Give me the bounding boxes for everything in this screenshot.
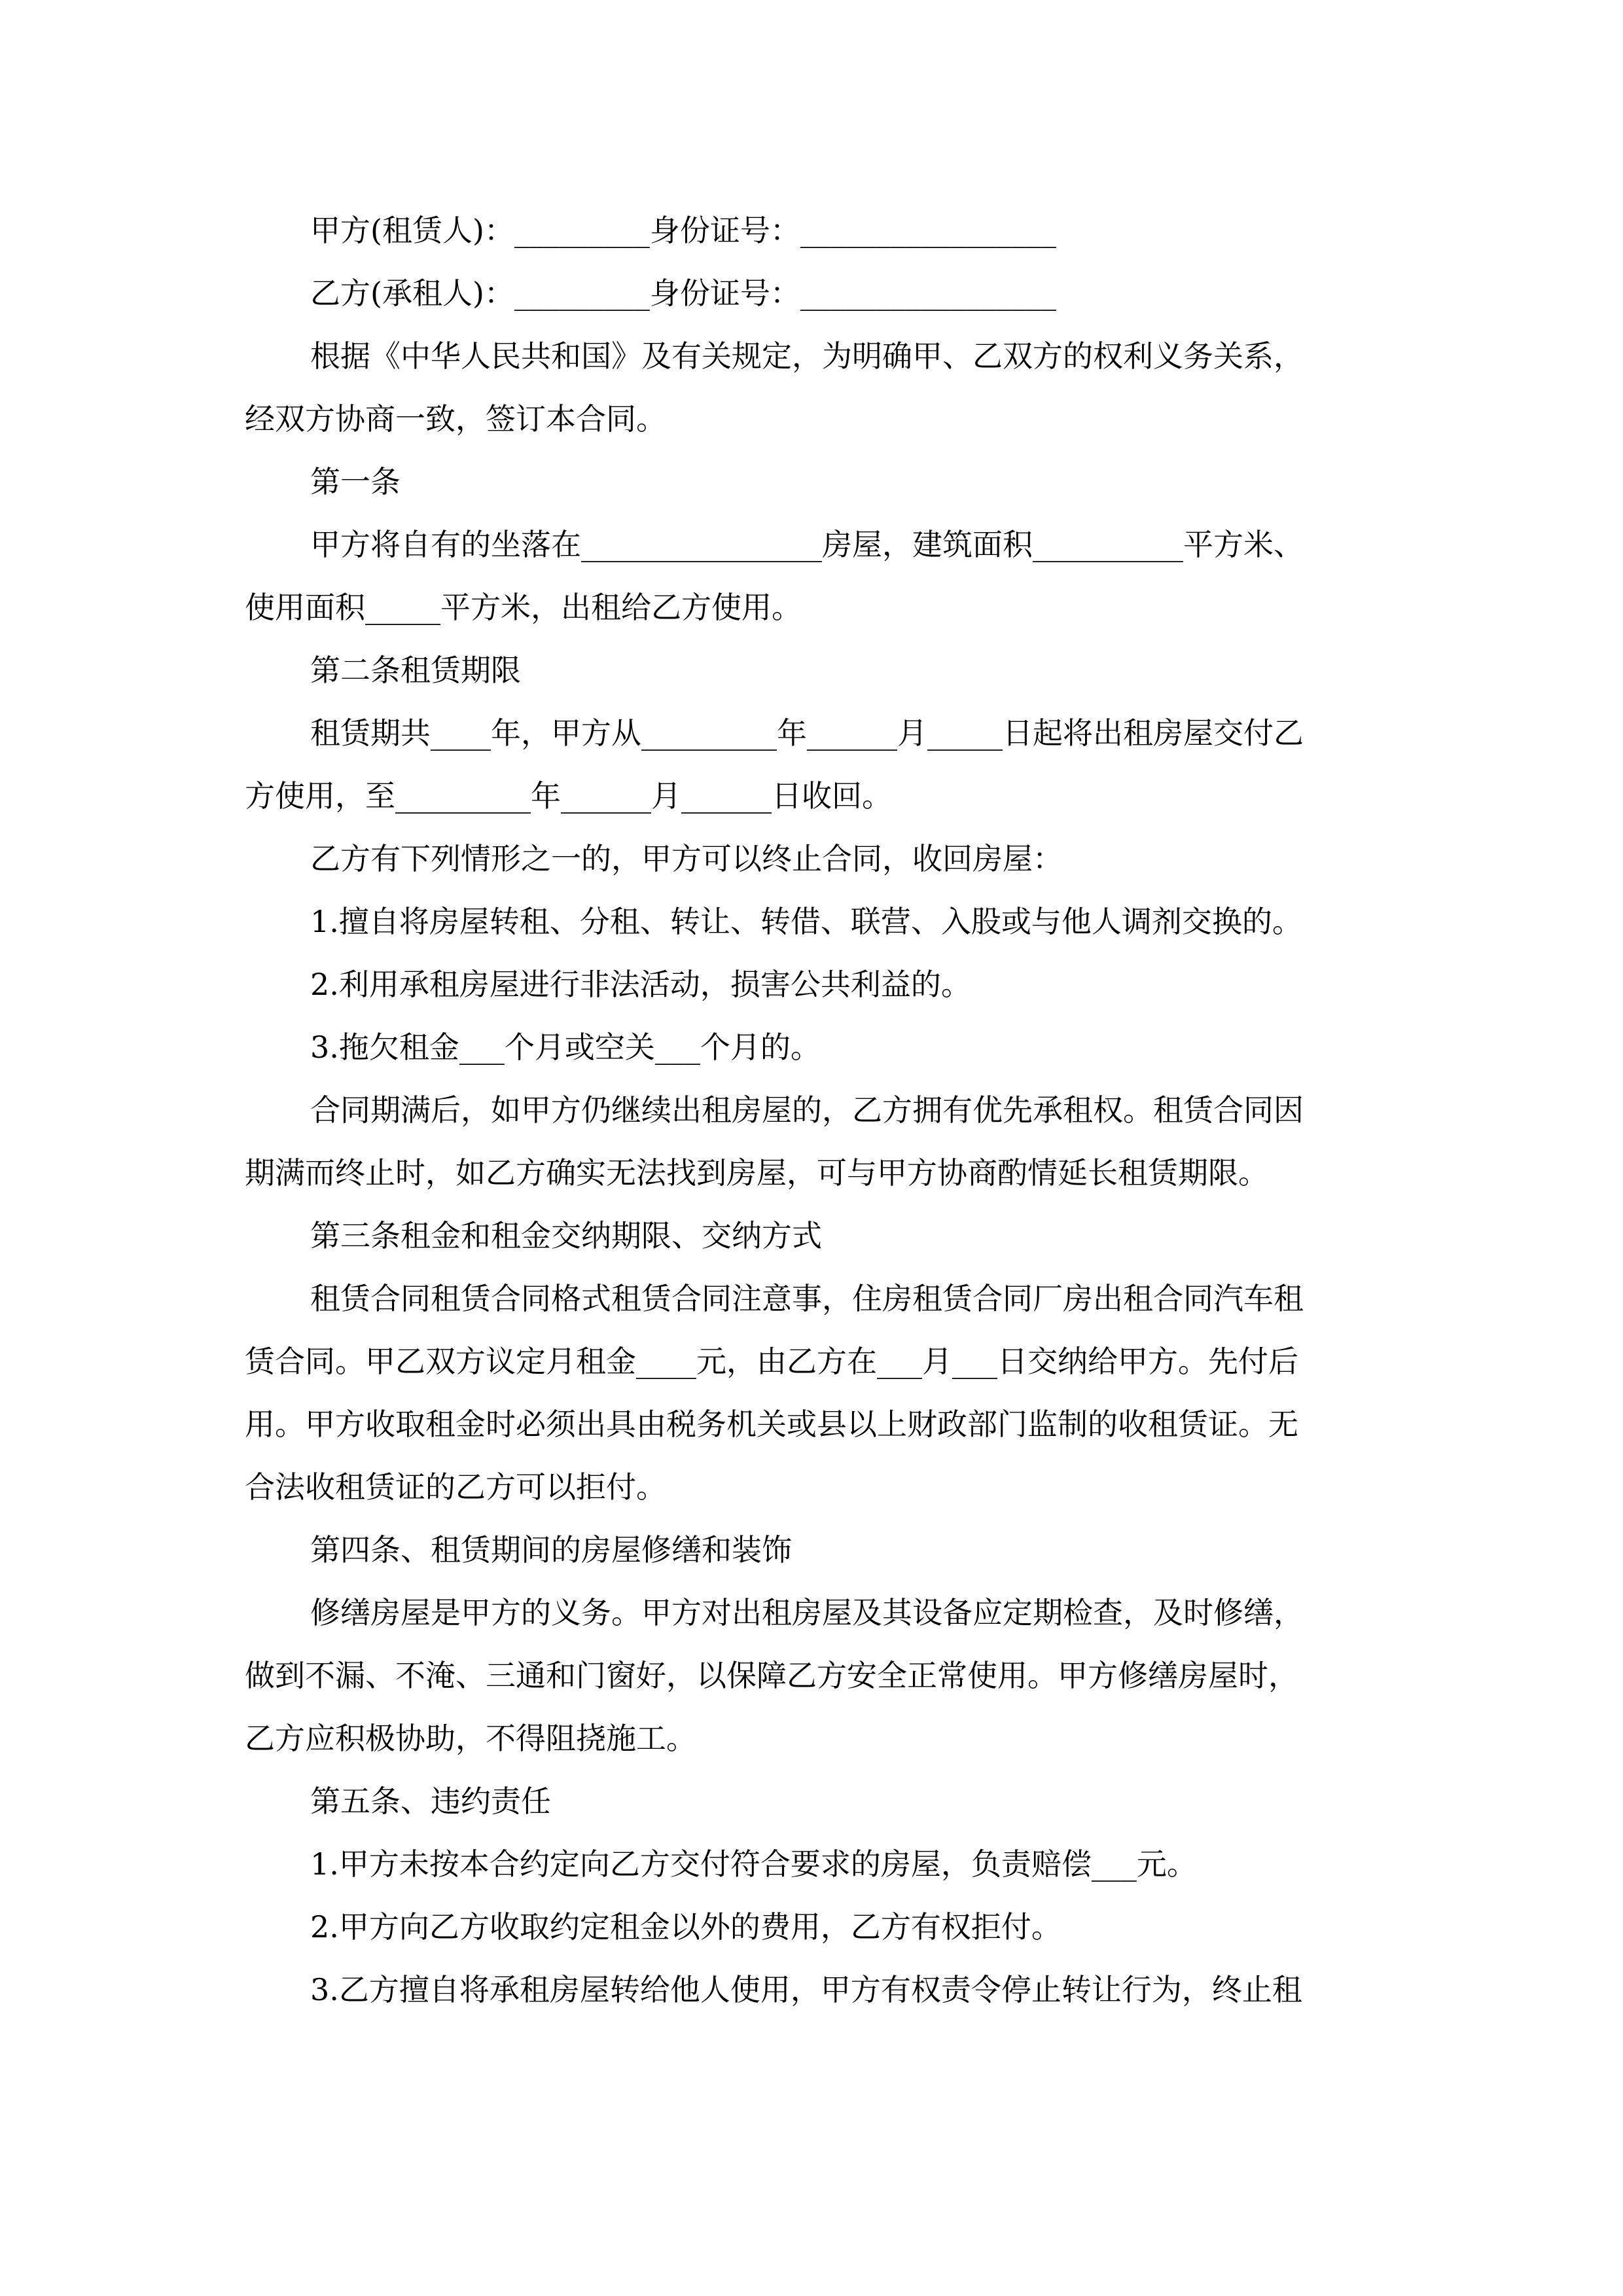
article-text-line: 乙方应积极协助，不得阻挠施工。 [245, 1721, 696, 1756]
list-item: 1.甲方未按本合约定向乙方交付符合要求的房屋，负责赔偿___元。 [310, 1846, 1197, 1882]
article-text-line: 合法收租赁证的乙方可以拒付。 [245, 1469, 666, 1505]
list-item: 1.擅自将房屋转租、分租、转让、转借、联营、入股或与他人调剂交换的。 [310, 904, 1302, 939]
party-a-line: 甲方(租赁人)：_________身份证号：_________________ [310, 213, 1056, 248]
article-heading: 第五条、违约责任 [310, 1784, 551, 1819]
list-item: 2.甲方向乙方收取约定租金以外的费用，乙方有权拒付。 [310, 1909, 1061, 1945]
article-text-line: 使用面积_____平方米，出租给乙方使用。 [245, 590, 802, 625]
party-b-line: 乙方(承租人)：_________身份证号：_________________ [310, 276, 1056, 311]
preamble-line: 根据《中华人民共和国》及有关规定，为明确甲、乙双方的权利义务关系， [310, 338, 1304, 374]
list-item: 2.利用承租房屋进行非法活动，损害公共利益的。 [310, 967, 971, 1002]
article-text-line: 方使用，至_________年______月______日收回。 [245, 778, 892, 814]
article-heading: 第四条、租赁期间的房屋修缮和装饰 [310, 1532, 792, 1568]
article-text-line: 合同期满后，如甲方仍继续出租房屋的，乙方拥有优先承租权。租赁合同因 [310, 1092, 1304, 1128]
article-heading: 第二条租赁期限 [310, 653, 521, 688]
article-text-line: 修缮房屋是甲方的义务。甲方对出租房屋及其设备应定期检查，及时修缮， [310, 1595, 1304, 1630]
article-text-line: 租赁期共____年，甲方从_________年______月_____日起将出租房屋交付乙 [310, 715, 1304, 751]
article-heading: 第三条租金和租金交纳期限、交纳方式 [310, 1218, 822, 1253]
preamble-line: 经双方协商一致，签订本合同。 [245, 401, 666, 437]
list-item: 3.乙方擅自将承租房屋转给他人使用，甲方有权责令停止转让行为，终止租 [310, 1972, 1302, 2007]
article-heading: 第一条 [310, 464, 401, 499]
article-text-line: 乙方有下列情形之一的，甲方可以终止合同，收回房屋： [310, 841, 1063, 876]
article-text-line: 期满而终止时，如乙方确实无法找到房屋，可与甲方协商酌情延长租赁期限。 [245, 1155, 1268, 1191]
article-text-line: 用。甲方收取租金时必须出具由税务机关或县以上财政部门监制的收租赁证。无 [245, 1407, 1298, 1442]
article-text-line: 甲方将自有的坐落在________________房屋，建筑面积__________平方米、 [310, 527, 1304, 562]
article-text-line: 赁合同。甲乙双方议定月租金____元，由乙方在___月___日交纳给甲方。先付后 [245, 1344, 1298, 1379]
article-text-line: 做到不漏、不淹、三通和门窗好，以保障乙方安全正常使用。甲方修缮房屋时， [245, 1658, 1298, 1693]
list-item: 3.拖欠租金___个月或空关___个月的。 [310, 1030, 821, 1065]
article-text-line: 租赁合同租赁合同格式租赁合同注意事，住房租赁合同厂房出租合同汽车租 [310, 1281, 1304, 1316]
